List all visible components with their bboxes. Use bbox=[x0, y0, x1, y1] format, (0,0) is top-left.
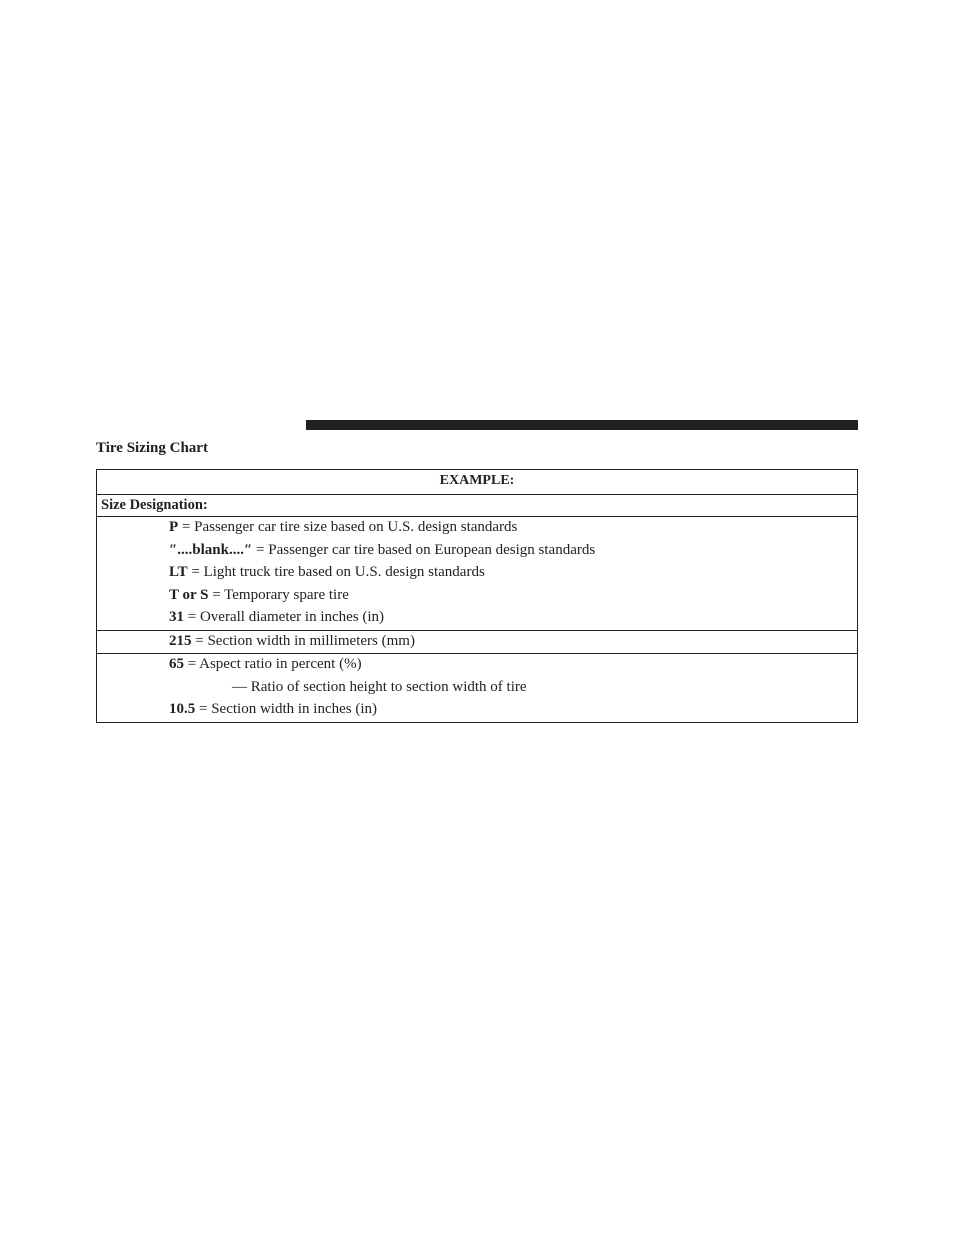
size-designation-row bbox=[97, 495, 858, 517]
entry-description: = Temporary spare tire bbox=[208, 586, 349, 603]
entry-description: = Section width in millimeters (mm) bbox=[191, 632, 415, 649]
entry-description: = Overall diameter in inches (in) bbox=[184, 609, 385, 625]
entry-code: P bbox=[169, 519, 179, 535]
entry-sub-description: — Ratio of section height to section width of tire bbox=[232, 678, 527, 695]
entry-description: = Section width in inches (in) bbox=[195, 701, 378, 717]
entry-description: = Passenger car tire based on European design standards bbox=[252, 541, 596, 558]
list-item bbox=[97, 562, 857, 585]
entry-code: 10.5 bbox=[169, 701, 196, 717]
list-item bbox=[97, 654, 857, 677]
example-header-cell: EXAMPLE: bbox=[97, 470, 858, 495]
table-row bbox=[97, 517, 858, 631]
table-row bbox=[97, 630, 858, 654]
table-row bbox=[97, 654, 858, 723]
entry-code: ″....blank....″ bbox=[169, 541, 253, 558]
entry-description: = Aspect ratio in percent (%) bbox=[184, 656, 362, 672]
designation-group-1 bbox=[97, 517, 858, 631]
section-title: Tire Sizing Chart bbox=[96, 440, 208, 456]
list-item bbox=[97, 517, 857, 540]
section-header-bar bbox=[306, 420, 858, 430]
entry-code: 215 bbox=[169, 632, 192, 649]
list-item bbox=[97, 631, 857, 654]
designation-group-3 bbox=[97, 654, 858, 723]
list-item bbox=[97, 585, 857, 608]
list-item bbox=[97, 540, 857, 563]
entry-code: 65 bbox=[169, 656, 184, 672]
example-header-row bbox=[97, 470, 858, 495]
tire-sizing-table bbox=[96, 469, 858, 723]
entry-code: LT bbox=[169, 564, 188, 580]
list-item bbox=[97, 607, 857, 630]
size-designation-label: Size Designation: bbox=[97, 495, 858, 517]
entry-description: = Light truck tire based on U.S. design standards bbox=[187, 564, 485, 580]
list-item-sub bbox=[97, 677, 857, 700]
entry-description: = Passenger car tire size based on U.S. design standards bbox=[178, 519, 518, 535]
entry-code: T or S bbox=[169, 586, 209, 603]
entry-code: 31 bbox=[169, 609, 184, 625]
designation-group-2 bbox=[97, 630, 858, 654]
list-item bbox=[97, 699, 857, 722]
